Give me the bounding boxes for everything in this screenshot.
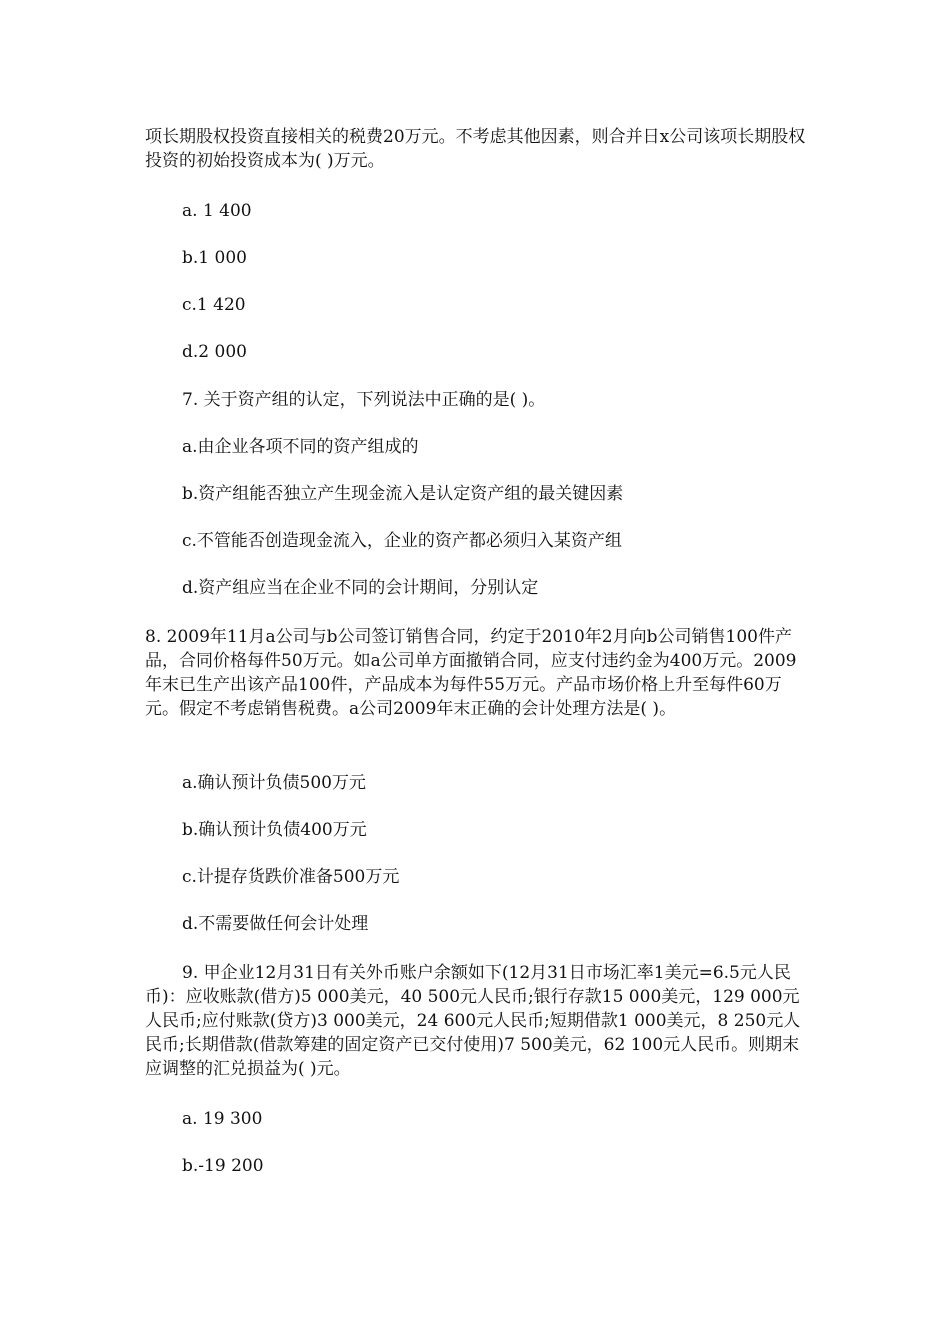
q8-option-d: d.不需要做任何会计处理 <box>182 914 369 934</box>
q6-option-b: b.1 000 <box>182 248 247 268</box>
q6-option-d: d.2 000 <box>182 342 247 362</box>
q9-stem: 9. 甲企业12月31日有关外币账户余额如下(12月31日市场汇率1美元=6.5元人民币)：应收账款(借方)5 000美元，40 500元人民币;银行存款15 000美元，129 000元人民币;应付账款(贷方)3 000美元，24 600元人民币;短期借款1 000美元，8 250元人民币;长期借款(借款筹建的固定资产已交付使用)7 500美元，62 100元人民币。则期末应调整的汇兑损益为( )元。 <box>145 963 801 1079</box>
q7-option-a: a.由企业各项不同的资产组成的 <box>182 437 419 457</box>
q8-option-c: c.计提存货跌价准备500万元 <box>182 867 400 887</box>
q7-option-c: c.不管能否创造现金流入，企业的资产都必须归入某资产组 <box>182 531 622 551</box>
q7-option-b: b.资产组能否独立产生现金流入是认定资产组的最关键因素 <box>182 484 624 504</box>
q6-stem-continuation: 项长期股权投资直接相关的税费20万元。不考虑其他因素，则合并日x公司该项长期股权投资的初始投资成本为( )万元。 <box>145 127 806 171</box>
q9-option-b: b.-19 200 <box>182 1156 264 1176</box>
q7-option-d: d.资产组应当在企业不同的会计期间，分别认定 <box>182 578 539 598</box>
q6-option-a: a. 1 400 <box>182 201 252 221</box>
q7-stem: 7. 关于资产组的认定，下列说法中正确的是( )。 <box>182 390 546 410</box>
q8-stem: 8. 2009年11月a公司与b公司签订销售合同，约定于2010年2月向b公司销售100件产品，合同价格每件50万元。如a公司单方面撤销合同，应支付违约金为400万元。2009年末已生产出该产品100件，产品成本为每件55万元。产品市场价格上升至每件60万元。假定不考虑销售税费。a公司2009年末正确的会计处理方法是( )。 <box>145 627 797 719</box>
q9-option-a: a. 19 300 <box>182 1109 263 1129</box>
q8-option-a: a.确认预计负债500万元 <box>182 773 366 793</box>
q6-option-c: c.1 420 <box>182 295 246 315</box>
q8-option-b: b.确认预计负债400万元 <box>182 820 367 840</box>
